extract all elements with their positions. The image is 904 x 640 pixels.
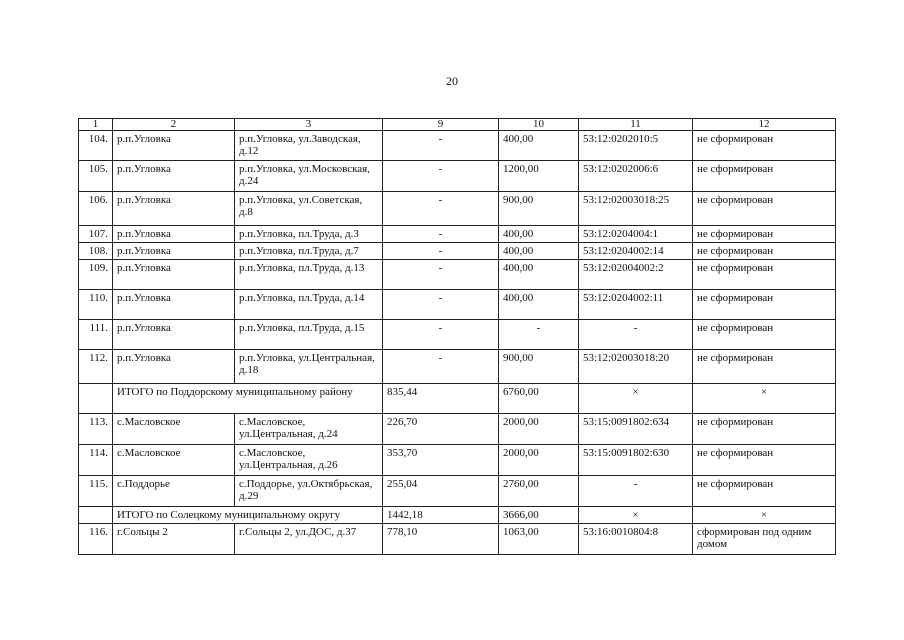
column-9-cell: - [383, 161, 499, 192]
table-row [79, 131, 836, 161]
address-cell: р.п.Угловка, пл.Труда, д.3 [235, 226, 383, 243]
row-number: 105. [79, 161, 113, 192]
address-cell: с.Масловское, ул.Центральная, д.24 [235, 414, 383, 445]
table-row [79, 290, 836, 320]
cadastral-number-cell: 53:12:0204002:14 [579, 243, 693, 260]
cadastral-number-cell: 53:12:0202010:5 [579, 131, 693, 161]
address-cell: р.п.Угловка, ул.Московская, д.24 [235, 161, 383, 192]
table-row [79, 226, 836, 243]
address-cell: р.п.Угловка, пл.Труда, д.13 [235, 260, 383, 290]
row-number: 104. [79, 131, 113, 161]
row-number: 111. [79, 320, 113, 350]
table-row [79, 192, 836, 226]
column-10-cell: 2000,00 [499, 414, 579, 445]
settlement-cell: р.п.Угловка [113, 192, 235, 226]
column-10-cell: 900,00 [499, 192, 579, 226]
settlement-cell: р.п.Угловка [113, 260, 235, 290]
table-row [79, 320, 836, 350]
table-row [79, 161, 836, 192]
total-row [79, 507, 836, 524]
table-row [79, 476, 836, 507]
settlement-cell: р.п.Угловка [113, 161, 235, 192]
column-9-cell: - [383, 226, 499, 243]
cadastral-number-cell: 53:12:02003018:25 [579, 192, 693, 226]
cadastral-number-cell: 53:15:0091802:634 [579, 414, 693, 445]
status-cell: не сформирован [693, 243, 836, 260]
settlement-cell: г.Сольцы 2 [113, 524, 235, 555]
cadastral-number-cell: 53:12:02004002:2 [579, 260, 693, 290]
column-header-10: 10 [499, 119, 579, 131]
address-cell: р.п.Угловка, ул.Центральная, д.18 [235, 350, 383, 384]
column-9-cell: - [383, 350, 499, 384]
column-9-cell: 353,70 [383, 445, 499, 476]
column-12-cell: × [693, 384, 836, 414]
column-10-cell: 400,00 [499, 243, 579, 260]
settlement-cell: р.п.Угловка [113, 131, 235, 161]
cadastral-number-cell: 53:12:0204004:1 [579, 226, 693, 243]
column-header-12: 12 [693, 119, 836, 131]
column-10-cell: 900,00 [499, 350, 579, 384]
column-header-11: 11 [579, 119, 693, 131]
status-cell: не сформирован [693, 290, 836, 320]
table-row [79, 260, 836, 290]
row-number: 114. [79, 445, 113, 476]
column-11-cell: × [579, 507, 693, 524]
cadastral-number-cell: 53:12:02003018:20 [579, 350, 693, 384]
column-9-cell: - [383, 260, 499, 290]
settlement-cell: р.п.Угловка [113, 226, 235, 243]
column-header-2: 2 [113, 119, 235, 131]
status-cell: не сформирован [693, 226, 836, 243]
table-row [79, 524, 836, 555]
row-number: 108. [79, 243, 113, 260]
column-9-cell: - [383, 243, 499, 260]
column-10-cell: 400,00 [499, 131, 579, 161]
address-cell: р.п.Угловка, пл.Труда, д.15 [235, 320, 383, 350]
column-10-cell: 400,00 [499, 226, 579, 243]
address-cell: р.п.Угловка, ул.Советская, д.8 [235, 192, 383, 226]
total-label: ИТОГО по Поддорскому муниципальному району [113, 384, 383, 414]
table-row [79, 445, 836, 476]
cadastral-number-cell: 53:12:0204002:11 [579, 290, 693, 320]
column-10-cell: 2000,00 [499, 445, 579, 476]
table-body [79, 131, 836, 555]
settlement-cell: с.Поддорье [113, 476, 235, 507]
column-header-row [79, 119, 836, 131]
status-cell: не сформирован [693, 350, 836, 384]
settlement-cell: р.п.Угловка [113, 290, 235, 320]
column-9-cell: - [383, 192, 499, 226]
cadastral-number-cell: 53:12:0202006:6 [579, 161, 693, 192]
status-cell: не сформирован [693, 476, 836, 507]
status-cell: не сформирован [693, 445, 836, 476]
table-row [79, 350, 836, 384]
address-cell: р.п.Угловка, ул.Заводская, д.12 [235, 131, 383, 161]
column-header-1: 1 [79, 119, 113, 131]
total-row [79, 384, 836, 414]
status-cell: не сформирован [693, 260, 836, 290]
column-10-cell: 3666,00 [499, 507, 579, 524]
row-number: 109. [79, 260, 113, 290]
column-9-cell: - [383, 290, 499, 320]
status-cell: не сформирован [693, 161, 836, 192]
column-header-9: 9 [383, 119, 499, 131]
cadastral-number-cell: - [579, 320, 693, 350]
row-number [79, 507, 113, 524]
column-9-cell: 1442,18 [383, 507, 499, 524]
column-10-cell: - [499, 320, 579, 350]
status-cell: не сформирован [693, 192, 836, 226]
status-cell: сформирован под одним домом [693, 524, 836, 555]
row-number: 107. [79, 226, 113, 243]
cadastral-number-cell: 53:16:0010804:8 [579, 524, 693, 555]
table-row [79, 243, 836, 260]
address-cell: г.Сольцы 2, ул.ДОС, д.37 [235, 524, 383, 555]
registry-table [78, 118, 836, 555]
row-number: 115. [79, 476, 113, 507]
column-10-cell: 1200,00 [499, 161, 579, 192]
address-cell: с.Масловское, ул.Центральная, д.26 [235, 445, 383, 476]
settlement-cell: р.п.Угловка [113, 243, 235, 260]
row-number: 112. [79, 350, 113, 384]
row-number: 116. [79, 524, 113, 555]
column-10-cell: 2760,00 [499, 476, 579, 507]
page-number: 20 [446, 74, 458, 88]
column-10-cell: 400,00 [499, 290, 579, 320]
row-number: 110. [79, 290, 113, 320]
column-11-cell: × [579, 384, 693, 414]
column-9-cell: 255,04 [383, 476, 499, 507]
column-9-cell: 778,10 [383, 524, 499, 555]
status-cell: не сформирован [693, 320, 836, 350]
status-cell: не сформирован [693, 414, 836, 445]
settlement-cell: с.Масловское [113, 445, 235, 476]
column-10-cell: 400,00 [499, 260, 579, 290]
row-number: 113. [79, 414, 113, 445]
row-number: 106. [79, 192, 113, 226]
table-row [79, 414, 836, 445]
settlement-cell: р.п.Угловка [113, 350, 235, 384]
status-cell: не сформирован [693, 131, 836, 161]
total-label: ИТОГО по Солецкому муниципальному округу [113, 507, 383, 524]
column-9-cell: 835,44 [383, 384, 499, 414]
settlement-cell: с.Масловское [113, 414, 235, 445]
column-9-cell: 226,70 [383, 414, 499, 445]
cadastral-number-cell: 53:15:0091802:630 [579, 445, 693, 476]
column-10-cell: 6760,00 [499, 384, 579, 414]
settlement-cell: р.п.Угловка [113, 320, 235, 350]
row-number [79, 384, 113, 414]
address-cell: р.п.Угловка, пл.Труда, д.7 [235, 243, 383, 260]
cadastral-number-cell: - [579, 476, 693, 507]
column-9-cell: - [383, 131, 499, 161]
column-10-cell: 1063,00 [499, 524, 579, 555]
address-cell: р.п.Угловка, пл.Труда, д.14 [235, 290, 383, 320]
column-12-cell: × [693, 507, 836, 524]
column-9-cell: - [383, 320, 499, 350]
column-header-3: 3 [235, 119, 383, 131]
address-cell: с.Поддорье, ул.Октябрьская, д.29 [235, 476, 383, 507]
